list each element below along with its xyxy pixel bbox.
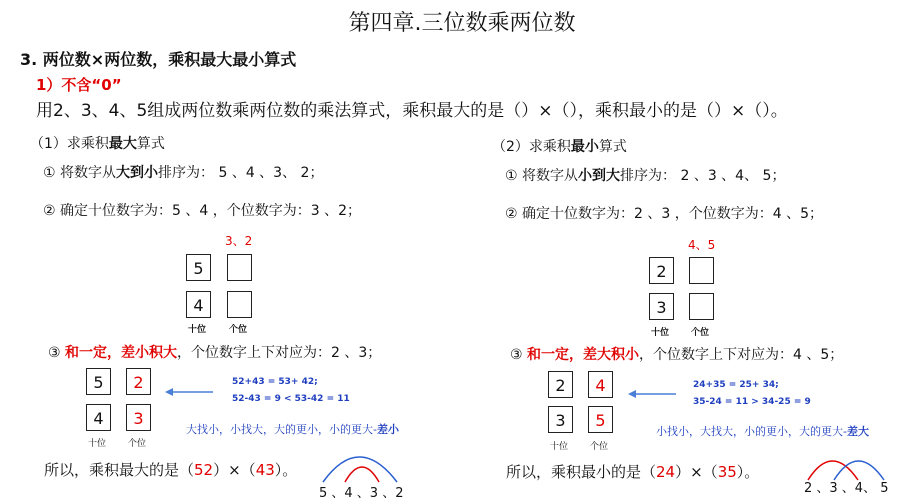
right-grid2-ones-2: 5 [588, 406, 613, 433]
left-grid1-label-tens: 十位 [188, 325, 207, 335]
right-step2: ② 确定十位数字为：2 、3 ，个位数字为：4 、5； [505, 206, 823, 222]
right-grid1-ones-2 [689, 293, 714, 320]
left-grid1-ones-2 [227, 291, 252, 318]
left-heading-pre: （1）求乘积 [30, 136, 109, 152]
left-step1-post: 排序为： 5 、4 、3、 2； [158, 165, 324, 181]
left-grid2-tens-1: 5 [86, 368, 111, 395]
right-grid2-label-ones: 个位 [590, 442, 609, 452]
right-conclusion [506, 461, 759, 482]
right-grid1-label-ones: 个位 [691, 328, 710, 338]
right-heading-pre: （2）求乘积 [492, 139, 571, 155]
left-step1-pre: ① 将数字从 [43, 165, 117, 181]
right-grid2-ones-1: 4 [588, 371, 613, 398]
right-grid1-tens-2: 3 [649, 293, 674, 320]
left-pairing-arcs [315, 442, 410, 484]
left-step3-red: 和一定，差小积大 [65, 345, 178, 361]
left-grid1-ones-1 [227, 254, 252, 281]
right-rule [656, 423, 869, 439]
right-step1-bold: 小到大 [578, 168, 621, 184]
left-rule-bold: 差小 [376, 423, 399, 436]
left-conclusion [44, 459, 297, 480]
left-digits: 5 、4 、3 、2 [319, 486, 404, 501]
left-conclusion-mid: ）×（ [213, 461, 256, 479]
left-grid1-label-ones: 个位 [229, 325, 248, 335]
right-hint-top: 4、5 [688, 238, 716, 252]
right-grid1-tens-1: 2 [649, 257, 674, 284]
left-arrow-icon [165, 385, 215, 399]
right-calc1: 24+35 = 25+ 34; [693, 380, 779, 390]
left-conclusion-post: ）。 [274, 461, 298, 479]
left-calc2: 52-43 = 9 < 53-42 = 11 [232, 394, 350, 404]
left-step3 [48, 342, 381, 362]
right-step3 [510, 344, 843, 364]
right-conclusion-pre: 所以，乘积最小的是（ [506, 463, 657, 481]
right-grid1-label-tens: 十位 [651, 328, 670, 338]
right-grid2-tens-1: 2 [548, 371, 573, 398]
right-conclusion-mid: ）×（ [675, 463, 718, 481]
right-step1 [505, 165, 785, 185]
left-step3-num: ③ [48, 345, 66, 361]
left-heading [30, 133, 165, 153]
right-step3-post: ，个位数字上下对应为：4 、5； [639, 347, 844, 363]
left-heading-bold: 最大 [108, 136, 137, 152]
left-conclusion-pre: 所以，乘积最大的是（ [44, 461, 195, 479]
left-grid2-ones-1: 2 [126, 368, 151, 395]
left-step3-post: ，个位数字上下对应为：2 、3； [177, 345, 382, 361]
left-answer2: 43 [255, 461, 275, 479]
right-step1-post: 排序为： 2 、3 、4、 5； [620, 168, 786, 184]
right-step1-pre: ① 将数字从 [505, 168, 579, 184]
right-answer1: 24 [656, 463, 676, 481]
left-grid2-ones-2: 3 [126, 404, 151, 431]
question-text: 用2、3、4、5组成两位数乘两位数的乘法算式，乘积最大的是（）×（），乘积最小的是（）×（）。 [36, 101, 788, 121]
subsection-heading: 1）不含“0” [36, 76, 122, 94]
left-hint-top: 3、2 [225, 234, 253, 248]
left-step1 [43, 162, 323, 182]
left-grid1-tens-1: 5 [186, 254, 211, 281]
right-heading-post: 算式 [598, 139, 627, 155]
left-grid2-label-tens: 十位 [88, 439, 107, 449]
section-heading: 3. 两位数×两位数，乘积最大最小算式 [20, 50, 297, 69]
right-digits: 2 、3 、4、 5 [804, 481, 889, 496]
right-grid2-tens-2: 3 [548, 406, 573, 433]
right-grid1-ones-1 [689, 257, 714, 284]
right-step3-red: 和一定，差大积小 [527, 347, 640, 363]
right-heading-bold: 最小 [570, 139, 599, 155]
left-rule-pre: 大找小，小找大，大的更小，小的更大- [186, 423, 377, 436]
right-heading [492, 136, 627, 156]
left-step2: ② 确定十位数字为：5 、4 ，个位数字为：3 、2； [43, 203, 361, 219]
right-step3-num: ③ [510, 347, 528, 363]
right-conclusion-post: ）。 [736, 463, 760, 481]
left-heading-post: 算式 [136, 136, 165, 152]
right-arrow-icon [628, 387, 678, 401]
left-answer1: 52 [194, 461, 214, 479]
left-rule [186, 421, 399, 437]
right-answer2: 35 [717, 463, 737, 481]
left-grid1-tens-2: 4 [186, 291, 211, 318]
right-rule-bold: 差大 [846, 425, 869, 438]
page-title: 第四章.三位数乘两位数 [348, 11, 576, 36]
left-grid2-label-ones: 个位 [128, 439, 147, 449]
right-grid2-label-tens: 十位 [550, 442, 569, 452]
right-rule-pre: 小找小，大找大，小的更小，大的更大- [656, 425, 847, 438]
left-calc1: 52+43 = 53+ 42; [232, 377, 318, 387]
left-step1-bold: 大到小 [116, 165, 159, 181]
left-grid2-tens-2: 4 [86, 404, 111, 431]
right-calc2: 35-24 = 11 > 34-25 = 9 [693, 397, 811, 407]
